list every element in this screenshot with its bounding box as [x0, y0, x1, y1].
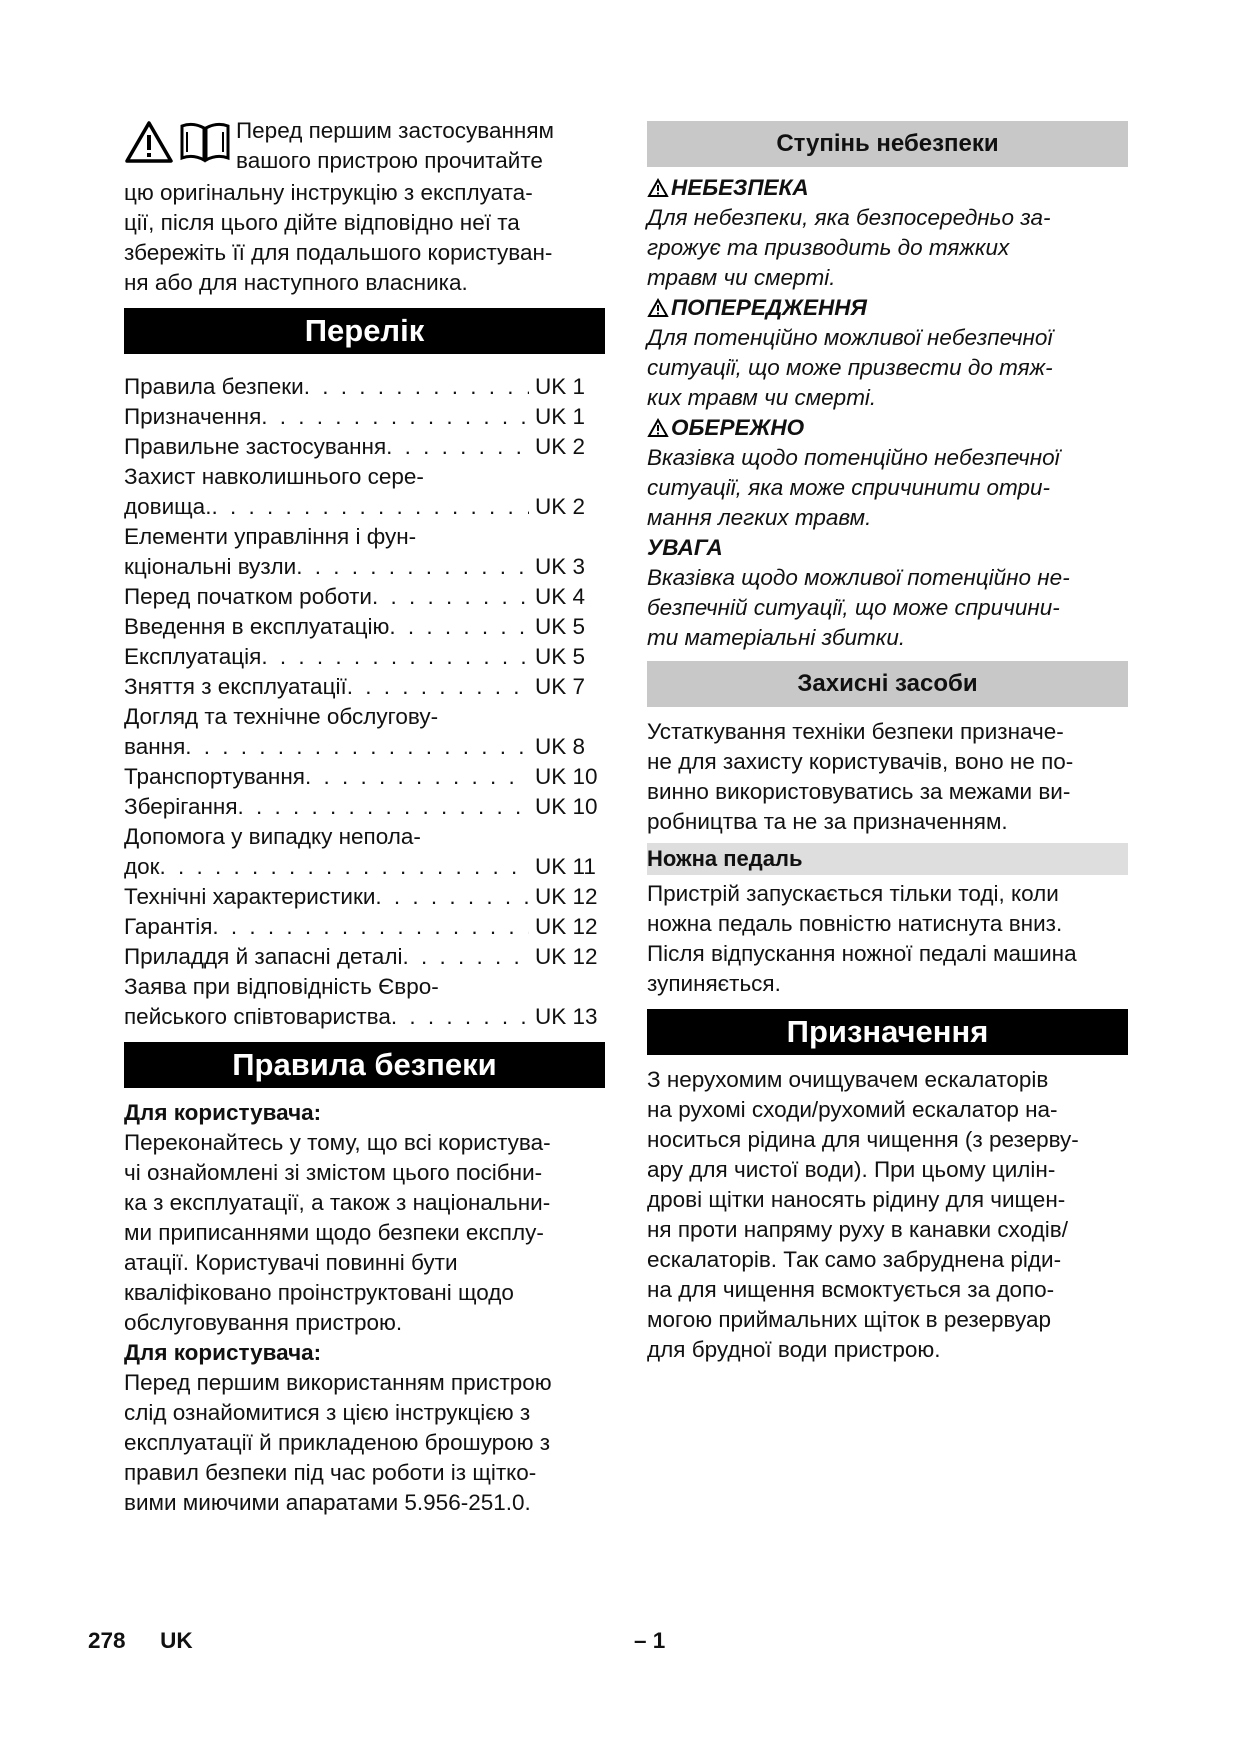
toc-entry-label: Догляд та технічне обслугову-: [124, 704, 439, 729]
protective-line: не для захисту користувачів, воно не по-: [647, 749, 1074, 774]
toc-entry[interactable]: [124, 432, 605, 462]
safety-line: правил безпеки під час роботи із щітко-: [124, 1460, 537, 1485]
manual-book-icon: [178, 120, 232, 164]
toc-entry[interactable]: [124, 522, 605, 582]
intro-icons: [124, 116, 236, 178]
hazard-heading: Ступінь небезпеки: [647, 121, 1128, 167]
toc-page-ref: UK 12: [535, 884, 598, 909]
toc-entry-label: Гарантія: [124, 914, 213, 939]
toc-leader-dots: [261, 402, 529, 432]
hazard-level-text: Для потенційно можливої небезпечної: [647, 325, 1053, 350]
footer-center-page: – 1: [634, 1628, 666, 1653]
hazard-level-text: Для небезпеки, яка безпосередньо за-: [647, 205, 1051, 230]
toc-page-ref: UK 11: [535, 854, 596, 879]
toc-leader-dots: [389, 612, 529, 642]
toc-entry[interactable]: [124, 822, 605, 882]
safety-line: вими миючими апаратами 5.956-251.0.: [124, 1490, 531, 1515]
right-column: [647, 121, 1128, 1365]
hazard-level-label: ОБЕРЕЖНО: [671, 415, 805, 440]
safety-subheading-2: Для користувача:: [124, 1340, 322, 1365]
purpose-line: на рухомі сходи/рухомий ескалатор на-: [647, 1097, 1058, 1122]
toc-row: [124, 612, 605, 642]
safety-heading: Правила безпеки: [124, 1042, 605, 1088]
toc-page-ref: UK 5: [535, 614, 586, 639]
hazard-level-label: НЕБЕЗПЕКА: [671, 175, 809, 200]
hazard-level-title: [647, 533, 1128, 563]
toc-row: [124, 372, 605, 402]
warning-triangle-icon: [647, 418, 669, 438]
toc-entry[interactable]: [124, 882, 605, 912]
toc-entry[interactable]: [124, 462, 605, 522]
hazard-level-text: ситуації, що може призвести до тяж-: [647, 355, 1053, 380]
safety-line: кваліфіковано проінструктовані щодо: [124, 1280, 514, 1305]
toc-page-ref: UK 1: [535, 404, 586, 429]
toc-page-ref: UK 12: [535, 914, 598, 939]
toc-leader-dots: [347, 672, 529, 702]
toc-entry-label: Призначення: [124, 404, 262, 429]
toc-entry[interactable]: [124, 402, 605, 432]
toc-row: [124, 432, 605, 462]
toc-entry-label: Зняття з експлуатації: [124, 674, 347, 699]
toc-heading: Перелік: [124, 308, 605, 354]
toc-row: [124, 912, 605, 942]
toc-entry-label: вання: [124, 734, 186, 759]
toc-entry-label: Перед початком роботи: [124, 584, 372, 609]
toc-leader-dots: [296, 552, 529, 582]
toc-leader-dots: [386, 432, 529, 462]
protective-line: Устаткування техніки безпеки призначе-: [647, 719, 1064, 744]
purpose-line: для брудної води пристрою.: [647, 1337, 941, 1362]
hazard-level-text: безпечній ситуації, що може спричини-: [647, 595, 1060, 620]
hazard-level-title: [647, 413, 1128, 443]
toc-row: [124, 552, 605, 582]
foot-pedal-line: Пристрій запускається тільки тоді, коли: [647, 881, 1059, 906]
purpose-line: ескалаторів. Так само забруднена ріди-: [647, 1247, 1062, 1272]
toc-leader-dots: [261, 642, 529, 672]
toc-leader-dots: [391, 1002, 529, 1032]
toc-page-ref: UK 8: [535, 734, 586, 759]
toc-page-ref: UK 7: [535, 674, 586, 699]
foot-pedal-paragraph: [647, 879, 1128, 999]
toc-entry[interactable]: [124, 372, 605, 402]
toc-row: [124, 942, 605, 972]
footer-page-number: [88, 1628, 193, 1654]
toc-entry-label: Правильне застосування: [124, 434, 387, 459]
toc-leader-dots: [375, 882, 529, 912]
toc-row: [124, 402, 605, 432]
toc-list: [124, 372, 605, 1032]
toc-entry[interactable]: [124, 912, 605, 942]
hazard-level-text: Вказівка щодо потенційно небезпечної: [647, 445, 1060, 470]
hazard-level-text: мання легких травм.: [647, 505, 872, 530]
foot-pedal-line: зупиняється.: [647, 971, 781, 996]
toc-page-ref: UK 13: [535, 1004, 598, 1029]
warning-triangle-icon: [124, 120, 174, 164]
safety-line: обслуговування пристрою.: [124, 1310, 403, 1335]
hazard-level-title: [647, 293, 1128, 323]
protective-heading: Захисні засоби: [647, 661, 1128, 707]
safety-line: експлуатації й прикладеною брошурою з: [124, 1430, 551, 1455]
hazard-level-label: ПОПЕРЕДЖЕННЯ: [671, 295, 867, 320]
warning-triangle-icon: [647, 178, 669, 198]
safety-line: слід ознайомитися з цією інструкцією з: [124, 1400, 531, 1425]
safety-line: атації. Користувачі повинні бути: [124, 1250, 458, 1275]
toc-entry[interactable]: [124, 642, 605, 672]
toc-entry-label: Транспортування: [124, 764, 305, 789]
toc-leader-dots: [402, 942, 529, 972]
toc-entry-label: Експлуатація: [124, 644, 262, 669]
toc-entry-label: Захист навколишнього сере-: [124, 464, 424, 489]
protective-line: винно використовуватись за межами ви-: [647, 779, 1071, 804]
purpose-line: ня проти напряму руху в канавки сходів/: [647, 1217, 1068, 1242]
toc-page-ref: UK 2: [535, 434, 586, 459]
toc-entry-label: Елементи управління і фун-: [124, 524, 417, 549]
language-code: UK: [160, 1628, 193, 1653]
toc-page-ref: UK 12: [535, 944, 598, 969]
safety-line: чі ознайомлені зі змістом цього посібни-: [124, 1160, 543, 1185]
toc-page-ref: UK 2: [535, 494, 586, 519]
safety-subheading-1: Для користувача:: [124, 1100, 322, 1125]
toc-entry[interactable]: [124, 972, 605, 1032]
intro-block: [124, 116, 605, 178]
hazard-level-text: ких травм чи смерті.: [647, 385, 877, 410]
hazard-level-title: [647, 173, 1128, 203]
purpose-line: могою приймальних щіток в резервуар: [647, 1307, 1051, 1332]
hazard-level-text: травм чи смерті.: [647, 265, 836, 290]
toc-row: [124, 642, 605, 672]
safety-paragraph-2: [124, 1368, 605, 1518]
toc-page-ref: UK 4: [535, 584, 586, 609]
toc-entry-label: Введення в експлуатацію: [124, 614, 390, 639]
toc-entry-label: док: [124, 854, 160, 879]
protective-paragraph: [647, 717, 1128, 837]
safety-line: Переконайтесь у тому, що всі користува-: [124, 1130, 551, 1155]
toc-entry[interactable]: [124, 612, 605, 642]
hazard-level-text: ти матеріальні збитки.: [647, 625, 906, 650]
intro-line: збережіть її для подальшого користуван-: [124, 240, 553, 265]
toc-page-ref: UK 10: [535, 764, 598, 789]
toc-row: [124, 882, 605, 912]
toc-entry[interactable]: [124, 792, 605, 822]
toc-leader-dots: [185, 732, 529, 762]
toc-page-ref: UK 5: [535, 644, 586, 669]
toc-page-ref: UK 3: [535, 554, 586, 579]
safety-line: ми приписаннями щодо безпеки експлу-: [124, 1220, 544, 1245]
purpose-line: З нерухомим очищувачем ескалаторів: [647, 1067, 1049, 1092]
intro-rest-lines: [124, 178, 605, 298]
left-column: [124, 116, 605, 1518]
toc-entry-label: Приладдя й запасні деталі: [124, 944, 403, 969]
purpose-line: носиться рідина для чищення (з резерву-: [647, 1127, 1079, 1152]
toc-page-ref: UK 10: [535, 794, 598, 819]
toc-entry[interactable]: [124, 582, 605, 612]
toc-leader-dots: [304, 372, 529, 402]
toc-entry[interactable]: [124, 762, 605, 792]
toc-leader-dots: [211, 492, 529, 522]
toc-entry[interactable]: [124, 672, 605, 702]
toc-page-ref: UK 1: [535, 374, 586, 399]
purpose-paragraph: [647, 1065, 1128, 1365]
purpose-line: ару для чистої води). При цьому цилін-: [647, 1157, 1056, 1182]
hazard-list: [647, 173, 1128, 653]
toc-leader-dots: [305, 762, 529, 792]
toc-entry-label: кціональні вузли: [124, 554, 297, 579]
toc-row: [124, 762, 605, 792]
foot-pedal-heading: Ножна педаль: [647, 843, 1128, 875]
foot-pedal-line: Після відпускання ножної педалі машина: [647, 941, 1077, 966]
protective-line: робництва та не за призначенням.: [647, 809, 1008, 834]
warning-triangle-icon: [647, 298, 669, 318]
toc-row: [124, 732, 605, 762]
toc-row: [124, 852, 605, 882]
hazard-level-text: ситуації, яка може спричинити отри-: [647, 475, 1050, 500]
toc-entry-label: Зберігання: [124, 794, 238, 819]
toc-leader-dots: [160, 852, 530, 882]
toc-entry-label: Правила безпеки: [124, 374, 304, 399]
intro-line: вашого пристрою прочитайте: [236, 148, 543, 173]
foot-pedal-line: ножна педаль повністю натиснута вниз.: [647, 911, 1063, 936]
purpose-line: дрові щітки наносять рідину для чищен-: [647, 1187, 1066, 1212]
intro-first-lines: [236, 116, 554, 178]
toc-row: [124, 492, 605, 522]
hazard-level-text: Вказівка щодо можливої потенційно не-: [647, 565, 1070, 590]
hazard-level-label: УВАГА: [647, 535, 723, 560]
purpose-heading: Призначення: [647, 1009, 1128, 1055]
intro-line: ції, після цього дійте відповідно неї та: [124, 210, 520, 235]
toc-entry-label: довища.: [124, 494, 212, 519]
intro-line: ня або для наступного власника.: [124, 270, 468, 295]
toc-leader-dots: [238, 792, 529, 822]
toc-entry-label: Технічні характеристики: [124, 884, 376, 909]
hazard-level-text: грожує та призводить до тяжких: [647, 235, 1010, 260]
safety-line: Перед першим використанням пристрою: [124, 1370, 552, 1395]
toc-entry[interactable]: [124, 702, 605, 762]
toc-leader-dots: [372, 582, 529, 612]
page-number: 278: [88, 1628, 126, 1653]
purpose-line: на для чищення всмоктується за допо-: [647, 1277, 1055, 1302]
toc-row: [124, 582, 605, 612]
toc-row: [124, 672, 605, 702]
toc-entry-label: пейського співтовариства: [124, 1004, 391, 1029]
toc-entry-label: Допомога у випадку непола-: [124, 824, 421, 849]
intro-line: Перед першим застосуванням: [236, 118, 555, 143]
toc-row: [124, 1002, 605, 1032]
toc-row: [124, 792, 605, 822]
safety-line: ка з експлуатації, а також з національни-: [124, 1190, 551, 1215]
safety-paragraph-1: [124, 1128, 605, 1338]
toc-leader-dots: [212, 912, 529, 942]
intro-line: цю оригінальну інструкцію з експлуата-: [124, 180, 533, 205]
toc-entry[interactable]: [124, 942, 605, 972]
toc-entry-label: Заява при відповідність Євро-: [124, 974, 439, 999]
